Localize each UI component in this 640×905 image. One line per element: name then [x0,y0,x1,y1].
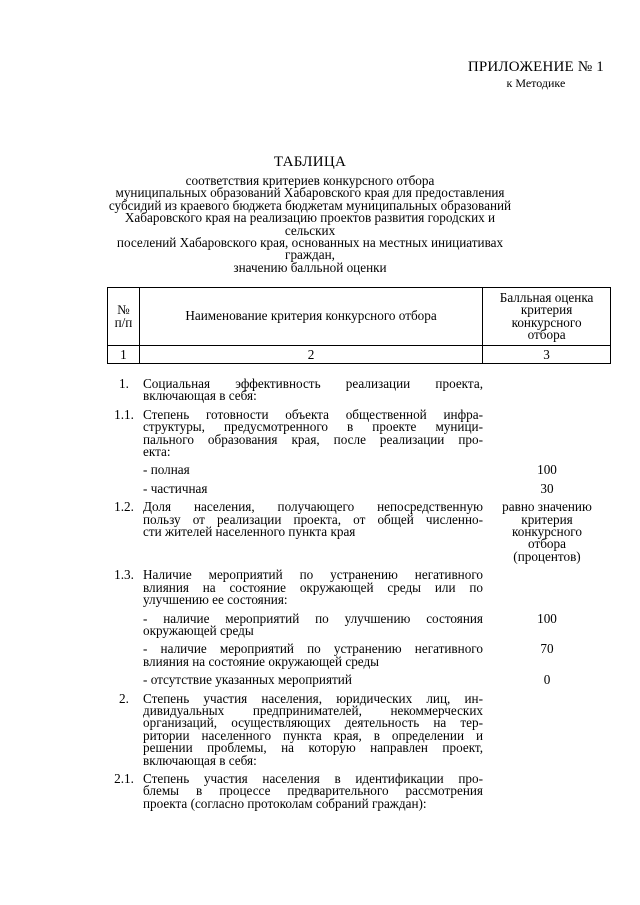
criterion-score [483,464,611,476]
column-number-2: 2 [139,346,482,364]
header-criterion-cell: Наименование критерия конкурсного отбора [139,288,482,346]
criterion-text-line: - наличие мероприятий по улучшению состояния [143,610,483,626]
criterion-text-line: - частичная [143,480,208,496]
criterion-score-line: критерия [521,511,573,527]
heading-description [100,175,520,274]
criterion-score [483,643,611,668]
criterion-text-line: - отсутствие указанных мероприятий [143,672,352,688]
criterion-text-line: улучшению ее состояния: [143,592,288,608]
criterion-score [483,693,611,767]
criterion-score-line: 100 [537,462,557,478]
criterion-number: 1.2. [114,499,134,515]
criterion-text-line: организаций, осуществляющих деятельность на тер- [143,715,483,731]
heading-line: соответствия критериев конкурсного отбора [185,173,435,188]
criterion-number: 2. [119,690,129,706]
criteria-table-header [107,287,611,364]
criterion-score-line: 100 [537,610,557,626]
criterion-text-line: дивидуальных предпринимателей, некоммерческих [143,702,483,718]
document-heading [100,153,520,274]
criterion-text-line: включающая в себя: [143,388,257,404]
criterion-text [143,770,483,811]
criterion-score [483,480,611,496]
criterion-text-line: включающая в себя: [143,752,257,768]
criterion-number: 1.1. [114,406,134,422]
criterion-text [143,501,483,563]
criterion-score-line: 70 [540,641,554,657]
criterion-text-line: блемы в процессе предварительного рассмотрения [143,783,483,799]
criterion-text-line: влияния на состояние окружающей среды [143,653,380,669]
criterion-row [107,643,611,668]
header-number-line: п/п [114,314,133,330]
criterion-score [483,409,611,459]
appendix-title: ПРИЛОЖЕНИЕ № 1 [467,59,604,75]
criterion-text-line: Наличие мероприятий по устранению негативного [143,567,483,583]
criterion-score-line: 30 [540,480,554,496]
criterion-number: 1. [119,376,129,391]
heading-line: поселений Хабаровского края, основанных на местных инициативах граждан, [116,235,504,263]
criterion-score [483,610,611,638]
criteria-rows [107,378,611,816]
criterion-row [107,569,611,606]
header-score-line: Балльная оценка [499,289,594,305]
criterion-score [483,378,611,403]
criterion-number: 2.1. [114,770,134,786]
criterion-text-line: окружающей среды [143,622,254,638]
criterion-text-line: Степень участия населения в идентификации про- [143,770,483,786]
criterion-score [483,674,611,686]
criterion-text-line: Социальная эффективность реализации проекта, [143,376,483,391]
criterion-text [143,674,483,686]
criterion-score-line: 0 [543,672,551,688]
header-score-line: отбора [527,326,566,342]
appendix-subtitle: к Методике [506,76,566,90]
criterion-score-line: (процентов) [513,548,581,564]
criterion-text-line: Доля населения, получающего непосредственную [143,499,483,515]
column-number-3: 3 [483,346,611,364]
criterion-score-line: равно значению [502,499,592,515]
criterion-row [107,610,611,638]
criterion-number [107,674,141,686]
criterion-row [107,378,611,403]
criterion-text-line: ритории населенного пункта края, в определении и [143,727,483,743]
criterion-score [483,569,611,606]
criterion-text [143,464,483,476]
criterion-number [107,483,141,495]
appendix-label [468,58,604,90]
criterion-number: 1.3. [114,567,134,583]
criterion-row [107,480,611,496]
criterion-row [107,501,611,563]
criterion-text-line: - полная [143,462,190,478]
criterion-text [143,690,483,768]
criterion-text [143,643,483,668]
criterion-text-line: влияния на состояние окружающей среды или по [143,579,483,595]
criterion-number [107,613,141,638]
criterion-text [143,569,483,606]
header-score-line: критерия [520,302,573,318]
criterion-row [107,464,611,476]
criterion-text-line: Степень участия населения, юридических лиц, ин- [143,690,483,706]
criterion-text [143,406,483,460]
criterion-score-line: отбора [528,536,566,552]
criterion-text-line: пользу от реализации проекта, от общей численно- [143,511,483,527]
criterion-text-line: решении проблемы, на которую направлен проект, [143,740,483,756]
criterion-text-line: - наличие мероприятий по устранению негативного [143,641,483,657]
heading-line: субсидий из краевого бюджета бюджетам муниципальных образований [108,197,512,213]
criterion-text-line: сти жителей населенного пункта края [143,524,356,540]
criterion-text [143,378,483,403]
criterion-score [483,773,611,810]
criterion-score-line: конкурсного [512,524,582,540]
header-score-cell [483,288,611,346]
header-number-cell [108,288,140,346]
criterion-number [107,643,141,668]
header-score-line: конкурсного [511,314,582,330]
criterion-row [107,674,611,686]
heading-line: значению балльной оценки [233,259,387,275]
criterion-text-line: структуры, предусмотренного в проекте муници- [143,419,483,435]
criterion-text-line: Степень готовности объекта общественной инфра- [143,406,483,422]
heading-title: ТАБЛИЦА [273,154,347,170]
criterion-score [483,501,611,563]
column-number-1: 1 [108,346,140,364]
criterion-number [107,464,141,476]
criterion-text [143,480,483,496]
heading-line: Хабаровского края на реализацию проектов развития городских и сельских [124,210,496,238]
criterion-text-line: екта: [143,444,171,460]
criterion-row [107,406,611,460]
heading-line: муниципальных образований Хабаровского края для предоставления [115,185,505,201]
criterion-row [107,770,611,811]
criterion-row [107,690,611,768]
header-number-line: № [117,302,130,318]
criterion-text [143,610,483,638]
criterion-text-line: пального образования края, после реализации про- [143,431,483,447]
criterion-text-line: проекта (согласно протоколам собраний граждан): [143,795,427,811]
